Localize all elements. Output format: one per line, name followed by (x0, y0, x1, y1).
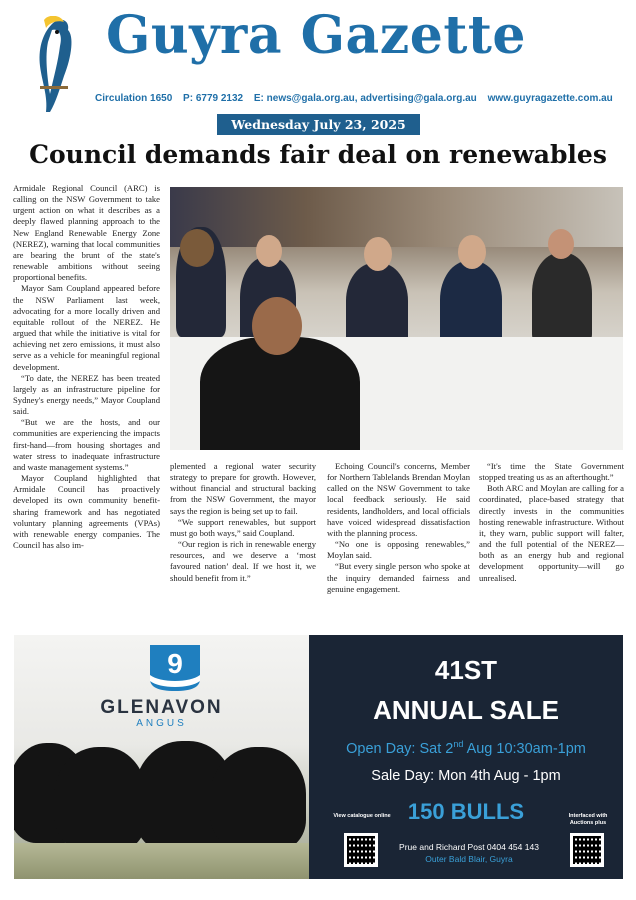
issue-date: Wednesday July 23, 2025 (217, 114, 420, 135)
circulation-value: 1650 (150, 93, 173, 104)
glenavon-badge-icon (146, 645, 204, 693)
article-column-4 (479, 461, 624, 584)
email-value[interactable]: news@gala.org.au, advertising@gala.org.au (266, 93, 477, 104)
qr-catalogue-label: View catalogue online (333, 813, 391, 819)
paragraph: “It's time the State Government stopped treating us as an afterthought.” (479, 461, 624, 483)
paragraph: “No one is opposing renewables,” Moylan said. (327, 539, 470, 561)
owners-contact: Prue and Richard Post 0404 454 143 (399, 842, 539, 852)
sale-day: Sale Day: Mon 4th Aug - 1pm (371, 768, 561, 784)
paragraph: Echoing Council's concerns, Member for Northern Tablelands Brendan Moylan called on the NSW Government to take local feedback seriously. He said residents, landholders, and local officials have voiced widespread dissatisfaction with the planning process. (327, 461, 470, 538)
paragraph: “Our region is rich in renewable energy resources, and we deserve a ‘most favoured nation’ deal. If we host it, we should benefit from it.” (170, 539, 316, 583)
open-day-prefix: Open Day: Sat 2 (346, 740, 454, 757)
paragraph: “We support renewables, but support must go both ways,” said Coupland. (170, 516, 316, 538)
advert-sub-brand: ANGUS (136, 718, 187, 729)
open-day-suffix: Aug 10:30am-1pm (463, 740, 586, 757)
phone-label: P: (183, 93, 194, 104)
advert-image-panel (14, 635, 309, 879)
photo-person (440, 261, 502, 347)
email-label: E: (253, 93, 264, 104)
paragraph: Both ARC and Moylan are calling for a coordinated, place-based strategy that directly invests in the communities hosting renewable infrastructure. Without it, they warn, public support will falter, and the full potential of the NEREZ—both as an energy hub and regional development opportunity—will go unrealised. (479, 483, 624, 583)
advert-brand: GLENAVON (100, 697, 223, 718)
qr-catalogue-code[interactable] (344, 833, 378, 867)
paragraph: “But every single person who spoke at the inquiry demanded fairness and genuine engagement. (327, 561, 470, 594)
property-location: Outer Bald Blair, Guyra (425, 854, 513, 864)
open-day-ordinal: nd (453, 739, 464, 749)
newspaper-title: Guyra Gazette (106, 5, 526, 66)
paragraph: Mayor Coupland highlighted that Armidale Council has proactively developed its own community benefit-sharing framework and has negotiated voluntary planning agreements (VPAs) with renewable energy companies. The Council has also im- (13, 473, 160, 550)
masthead (14, 6, 624, 106)
photo-foreground-head (252, 297, 302, 355)
inquiry-hearing-photo (170, 187, 623, 450)
photo-person (532, 253, 592, 343)
paragraph: “To date, the NEREZ has been treated largely as an infrastructure pipeline for Sydney's energy needs,” Mayor Coupland said. (13, 372, 160, 417)
glenavon-angus-advert (14, 635, 623, 879)
article-column-2 (170, 461, 316, 584)
badge-numeral: 9 (167, 648, 183, 679)
pasture-grass (14, 843, 309, 879)
paragraph: plemented a regional water security strategy to prepare for growth. However, without financial and structural backing from the NSW Government, the mayor says the region is being set up to fail. (170, 461, 316, 516)
article-headline: Council demands fair deal on renewables (29, 140, 607, 169)
article-column-3 (327, 461, 470, 595)
paragraph: Armidale Regional Council (ARC) is calling on the NSW Government to take urgent action on what it describes as a deeply flawed planning approach to the New England Renewable Energy Zone (NEREZ), warning that local communities are bearing the brunt of the state's renewable ambitions without seeing proportional benefits. (13, 183, 160, 283)
website-link[interactable]: www.guyragazette.com.au (487, 93, 613, 104)
sale-number: 41ST (434, 655, 498, 685)
photo-person (346, 263, 408, 347)
cockatoo-logo-icon (30, 16, 78, 114)
photo-head (364, 237, 392, 271)
phone-value: 6779 2132 (195, 93, 244, 104)
qr-auctionsplus-label: Interfaced with Auctions plus (568, 813, 608, 826)
circulation-label: Circulation (95, 93, 148, 104)
photo-head (548, 229, 574, 259)
cattle-silhouette (210, 747, 306, 851)
article-column-1 (13, 183, 160, 551)
paragraph: Mayor Sam Coupland appeared before the NSW Parliament last week, advocating for a more locally driven and equitable rollout of the NEREZ. He argued that while the initiative is vital for achieving net zero emissions, it must also serve as a vehicle for meaningful regional development. (13, 283, 160, 372)
cattle-silhouette (54, 747, 146, 851)
open-day (309, 739, 623, 757)
qr-auctionsplus-code[interactable] (570, 833, 604, 867)
photo-head (458, 235, 486, 269)
sale-title: ANNUAL SALE (373, 695, 559, 725)
paragraph: “But we are the hosts, and our communities are experiencing the impacts first-hand—from housing shortages and water stress to inadequate infrastructure and waste management systems.” (13, 417, 160, 472)
photo-head (180, 229, 214, 267)
contact-line (95, 93, 621, 104)
bulls-count: 150 BULLS (407, 799, 525, 824)
photo-head (256, 235, 282, 267)
